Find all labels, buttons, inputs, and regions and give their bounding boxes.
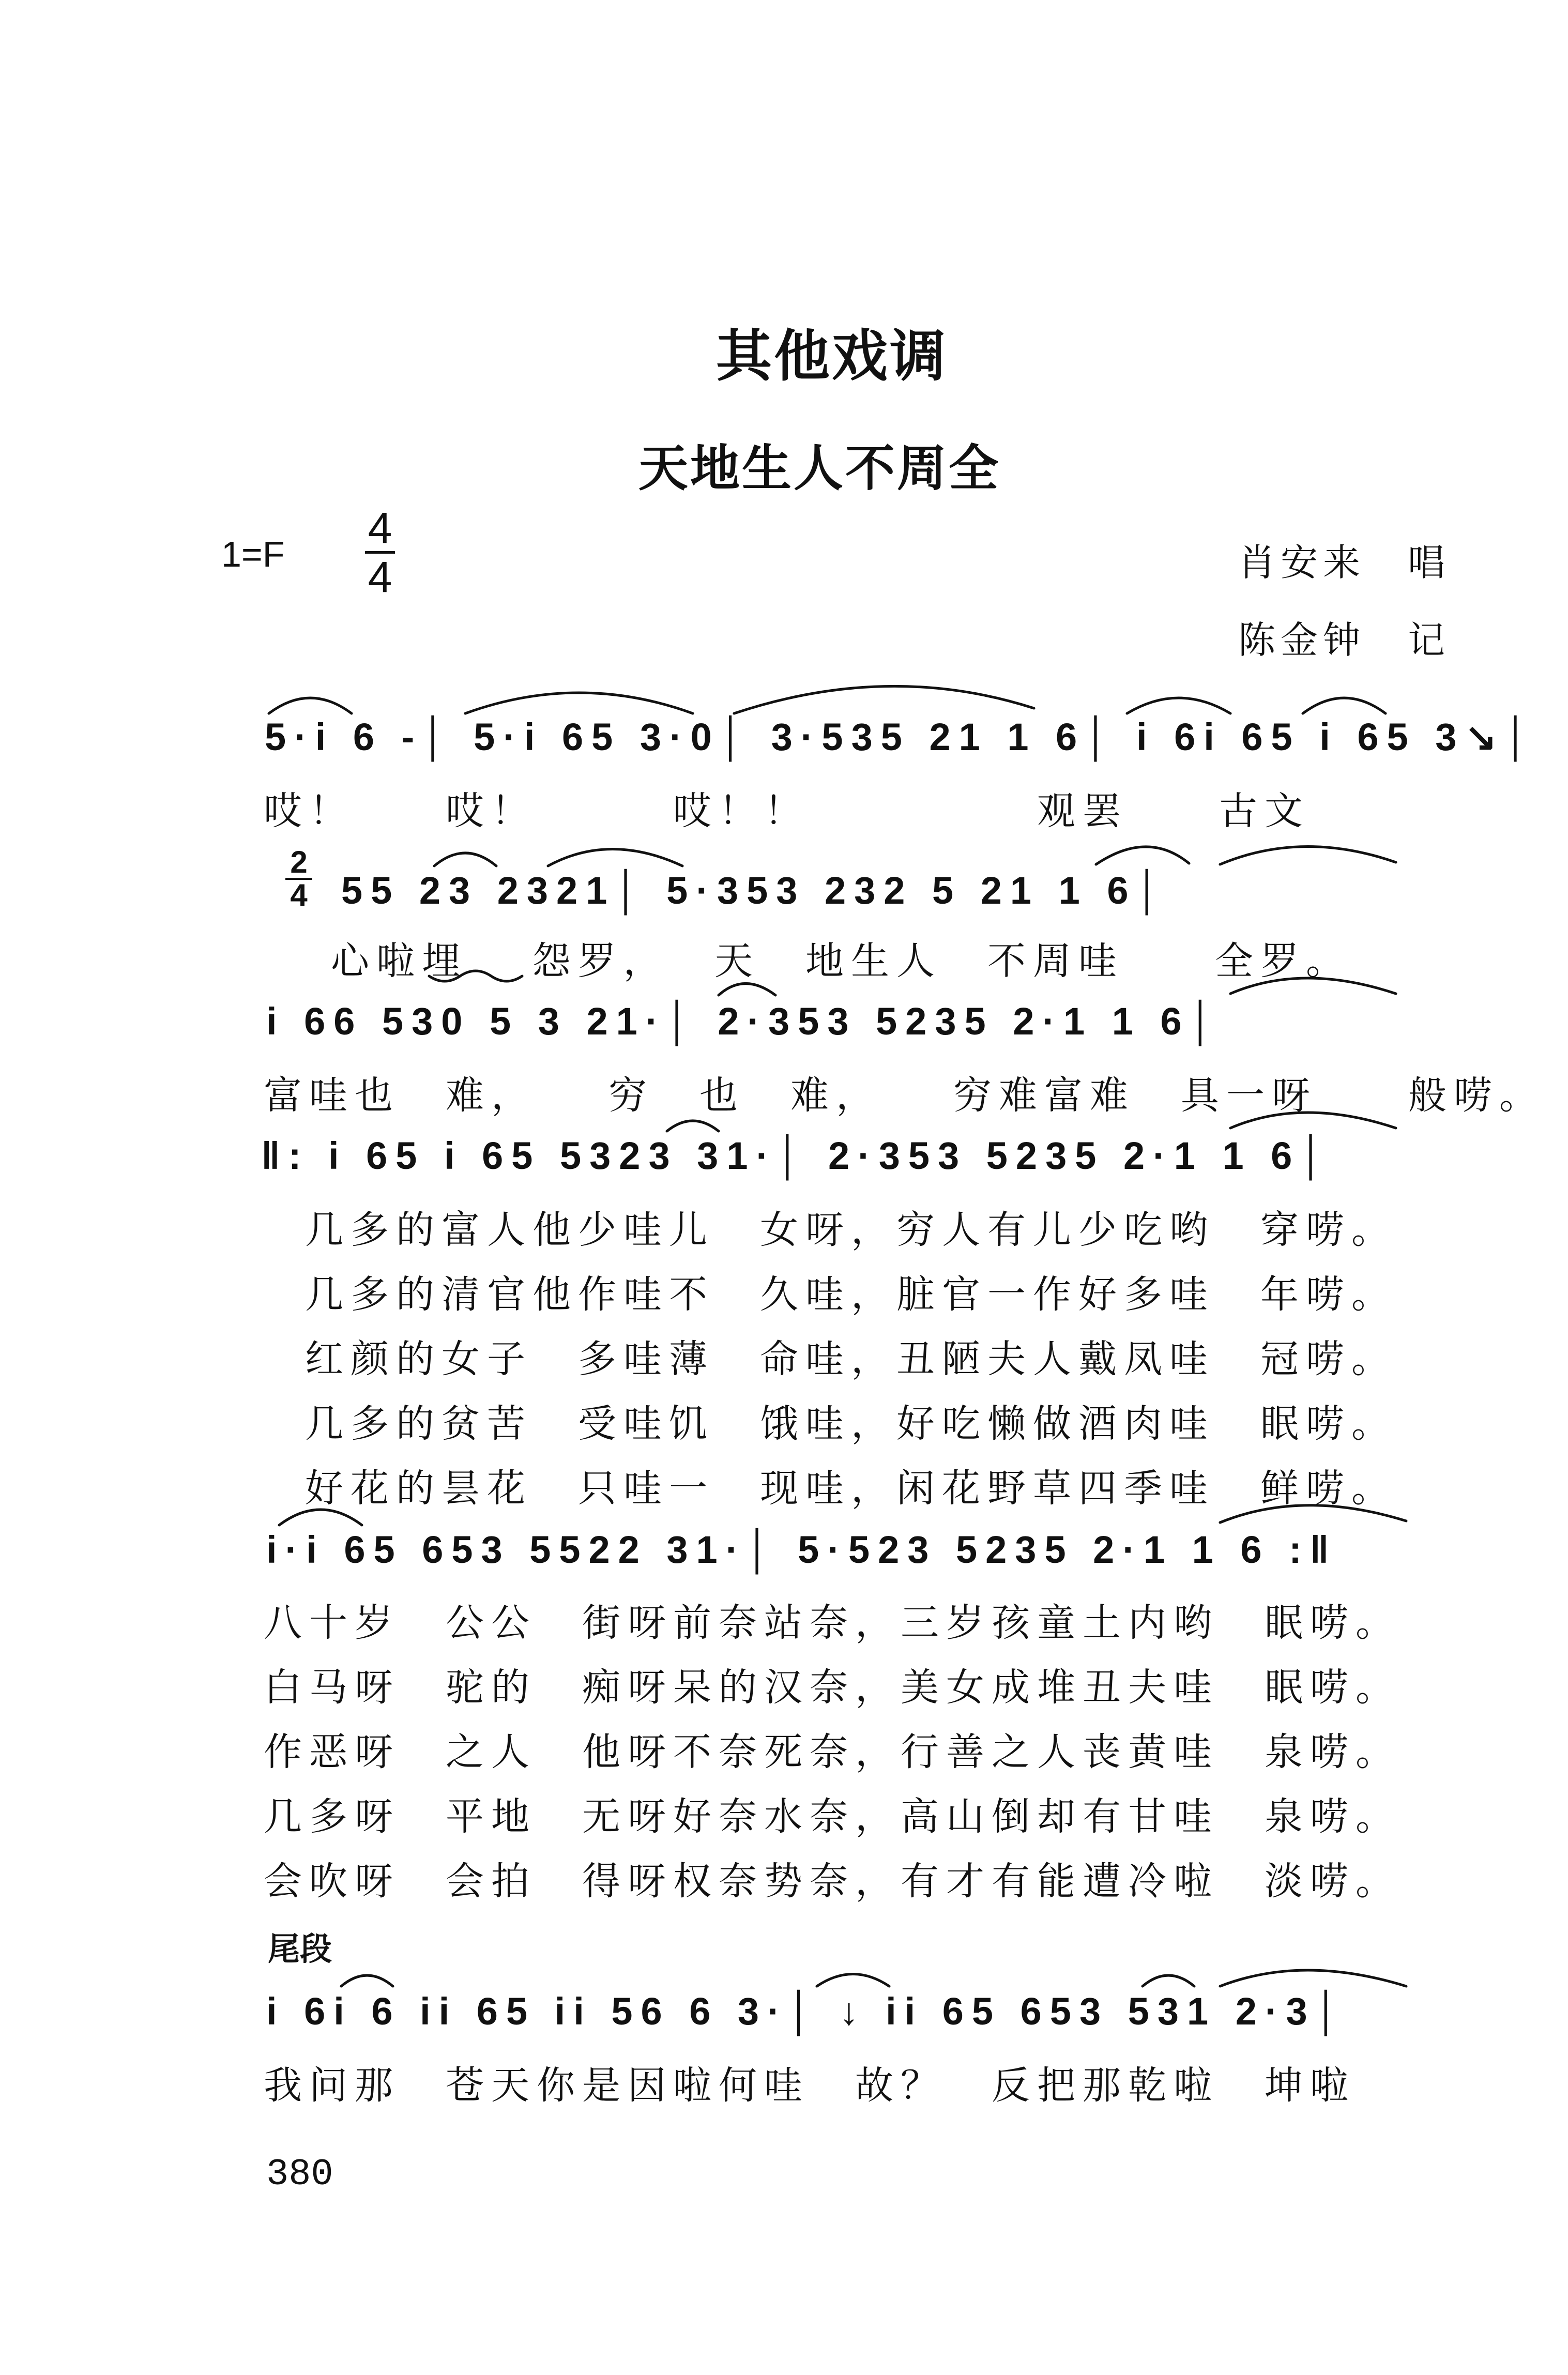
notation-system-3: i 66 530 5 3 21·│ 2·353 5235 2·1 1 6│ [266, 1000, 1222, 1043]
slur-arc [734, 686, 1034, 713]
notation-system-2: 55 23 2321│ 5·353 232 5 21 1 6│ [341, 869, 1169, 912]
transcriber-credit: 陈金钟 记 [1238, 618, 1451, 662]
time-signature-numerator: 4 [368, 504, 392, 552]
notation-system-1: 5·i 6 -│ 5·i 65 3·0│ 3·535 21 1 6│ i 6i 65 i 65 3↘│ [265, 715, 1537, 758]
song-title: 天地生人不周全 [638, 439, 1000, 497]
time-change-denominator: 4 [290, 878, 308, 912]
slur-arc [1127, 698, 1230, 713]
page-number: 380 [266, 2153, 333, 2196]
notation-system-4: ‖: i 65 i 65 5323 31·│ 2·353 5235 2·1 1 6│ [261, 1134, 1333, 1177]
slur-arc [719, 984, 775, 996]
lyrics-system-5-verse-5: 会吹呀 会拍 得呀权奈势奈，有才有能遭冷啦 淡唠。 [264, 1859, 1401, 1904]
lyrics-system-2: 心啦埋 怨罗， 天 地生人 不周哇 全罗。 [331, 939, 1352, 983]
slur-arc [1096, 847, 1189, 864]
lyrics-system-4-verse-4: 几多的贫苦 受哇饥 饿哇，好吃懒做酒肉哇 眠唠。 [305, 1402, 1397, 1446]
slur-arc [434, 853, 496, 866]
trill-mark [429, 971, 522, 981]
slur-arc [1230, 1113, 1396, 1128]
coda-label: 尾段 [268, 1930, 332, 1968]
singer-credit: 肖安来 唱 [1238, 541, 1451, 584]
lyrics-system-6: 我问那 苍天你是因啦何哇 故？ 反把那乾啦 坤啦 [264, 2063, 1356, 2108]
time-change-numerator: 2 [290, 845, 308, 879]
slur-arc [1143, 1975, 1194, 1986]
key-signature: 1=F [221, 534, 285, 574]
slur-arc [465, 693, 693, 713]
slur-arc [667, 1121, 719, 1131]
lyrics-system-3: 富哇也 难， 穷 也 难， 穷难富难 具一呀 般唠。 [264, 1073, 1545, 1118]
lyrics-system-5-verse-2: 白马呀 驼的 痴呀呆的汉奈，美女成堆丑夫哇 眠唠。 [264, 1665, 1401, 1710]
lyrics-system-5-verse-4: 几多呀 平地 无呀好奈水奈，高山倒却有甘哇 泉唠。 [264, 1794, 1401, 1839]
notation-system-6: i 6i 6 ii 65 ii 56 6 3·│ ↓ ii 65 653 531 2·3│ [266, 1990, 1348, 2033]
slur-arc [817, 1974, 889, 1987]
slur-arc [341, 1975, 393, 1986]
slur-arc [1220, 1970, 1406, 1986]
slur-arc [1220, 846, 1396, 864]
slur-arc [1230, 978, 1396, 994]
slur-arc [548, 849, 682, 866]
category-heading: 其他戏调 [716, 324, 948, 389]
slur-arc [269, 698, 352, 713]
lyrics-system-4-verse-5: 好花的昙花 只哇一 现哇，闲花野草四季哇 鲜唠。 [305, 1466, 1397, 1511]
lyrics-system-5-verse-3: 作恶呀 之人 他呀不奈死奈，行善之人丧黄哇 泉唠。 [264, 1730, 1401, 1774]
time-signature-denominator: 4 [368, 553, 392, 601]
lyrics-system-4-verse-2: 几多的清官他作哇不 久哇，脏官一作好多哇 年唠。 [305, 1272, 1397, 1317]
lyrics-system-1: 哎！ 哎！ 哎！！ 观罢 古文 [264, 789, 1310, 833]
slur-arc [1303, 698, 1386, 713]
slur-arc [1220, 1505, 1406, 1523]
lyrics-system-4-verse-1: 几多的富人他少哇儿 女呀，穷人有儿少吃哟 穿唠。 [305, 1208, 1397, 1252]
slur-arc [279, 1510, 362, 1525]
lyrics-system-5-verse-1: 八十岁 公公 街呀前奈站奈，三岁孩童土内哟 眠唠。 [264, 1601, 1401, 1645]
lyrics-system-4-verse-3: 红颜的女子 多哇薄 命哇，丑陋夫人戴凤哇 冠唠。 [305, 1337, 1397, 1381]
notation-system-5: i·i 65 653 5522 31·│ 5·523 5235 2·1 1 6 :‖ [266, 1528, 1337, 1571]
